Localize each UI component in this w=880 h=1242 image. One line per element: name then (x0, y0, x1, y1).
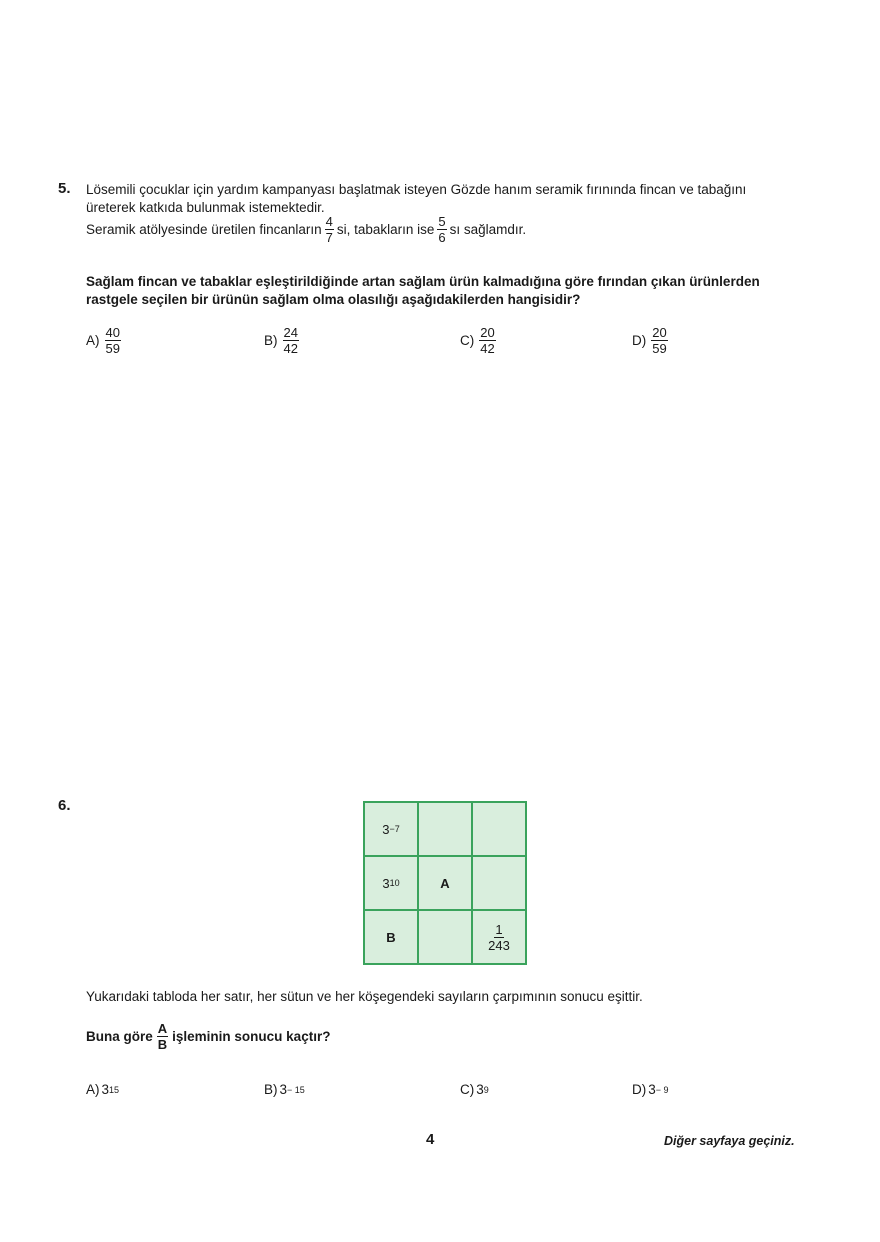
fraction-denominator: B (157, 1037, 168, 1052)
fraction-numerator: 24 (283, 325, 298, 340)
table-cell-r3c2 (418, 910, 472, 964)
question-5-line-3-part-b: si, tabakların ise (336, 221, 435, 237)
fraction-numerator: 20 (652, 325, 667, 340)
cell-base: 3 (382, 875, 390, 891)
cell-base: 3 (382, 821, 390, 837)
question-6-option-a[interactable]: A) 3 15 (86, 1082, 120, 1097)
page-number: 4 (426, 1131, 435, 1148)
fraction-denominator: 59 (105, 341, 120, 356)
question-6-prompt (86, 1022, 330, 1051)
option-fraction (283, 326, 299, 355)
option-label: C) (460, 1082, 475, 1097)
question-5-option-c[interactable] (460, 326, 499, 355)
next-page-note: Diğer sayfaya geçiniz. (664, 1134, 795, 1148)
question-5-option-a[interactable] (86, 326, 124, 355)
table-cell-r3c3 (472, 910, 526, 964)
option-label: A) (86, 333, 100, 348)
fraction-numerator: 5 (438, 214, 446, 229)
question-5-line-1: Lösemili çocuklar için yardım kampanyası başlatmak isteyen Gözde hanım seramik fırınında fincan ve tabağını (86, 182, 747, 197)
question-6-prompt-part-b: işleminin sonucu kaçtır? (172, 1028, 331, 1044)
question-5-option-b[interactable] (264, 326, 302, 355)
fraction-denominator: 6 (438, 230, 446, 245)
question-5-line-2: üreterek katkıda bulunmak istemektedir. (86, 200, 325, 215)
option-fraction (651, 326, 667, 355)
fraction-4-7 (325, 215, 334, 244)
table-cell-r1c2 (418, 802, 472, 856)
question-6-number: 6. (58, 797, 71, 814)
fraction-denominator: 243 (488, 937, 510, 953)
option-fraction (479, 326, 495, 355)
question-6-text: Yukarıdaki tabloda her satır, her sütun ve her köşegendeki sayıların çarpımının sonucu eşittir. (86, 989, 643, 1004)
question-5-prompt-line-2: rastgele seçilen bir ürünün sağlam olma olasılığı aşağıdakilerden hangisidir? (86, 292, 581, 307)
table-cell-r3c1: B (364, 910, 418, 964)
question-5-line-3-part-c: sı sağlamdır. (449, 221, 527, 237)
option-label: D) (632, 333, 647, 348)
fraction-denominator: 42 (480, 341, 495, 356)
fraction-denominator: 59 (652, 341, 667, 356)
fraction-denominator: 42 (283, 341, 298, 356)
fraction-numerator: 40 (105, 325, 120, 340)
option-label: A) (86, 1082, 100, 1097)
question-5-option-d[interactable] (632, 326, 671, 355)
option-base: 3 (476, 1082, 484, 1097)
fraction-denominator: 7 (325, 230, 333, 245)
fraction-numerator: A (157, 1021, 168, 1036)
option-label: C) (460, 333, 475, 348)
fraction-numerator: 4 (325, 214, 333, 229)
question-6-option-c[interactable]: C) 3 9 (460, 1082, 489, 1097)
table-cell-r1c1: 3 −7 (364, 802, 418, 856)
table-cell-r2c3 (472, 856, 526, 910)
table-cell-r1c3 (472, 802, 526, 856)
question-5-prompt-line-1: Sağlam fincan ve tabaklar eşleştirildiğinde artan sağlam ürün kalmadığına göre fırından çıkan ürünlerden (86, 274, 760, 289)
question-5-number: 5. (58, 180, 71, 197)
question-5-line-3 (86, 215, 526, 244)
magic-product-table (363, 801, 527, 965)
question-5-line-3-part-a: Seramik atölyesinde üretilen fincanların (86, 221, 322, 237)
table-cell-r2c2: A (418, 856, 472, 910)
option-base: 3 (648, 1082, 656, 1097)
fraction-numerator: 20 (480, 325, 495, 340)
question-6-option-d[interactable]: D) 3 − 9 (632, 1082, 669, 1097)
option-fraction (105, 326, 121, 355)
option-label: D) (632, 1082, 647, 1097)
option-label: B) (264, 333, 278, 348)
fraction-5-6 (437, 215, 446, 244)
question-6-prompt-part-a: Buna göre (86, 1028, 153, 1044)
cell-fraction (487, 923, 511, 952)
option-base: 3 (279, 1082, 288, 1097)
fraction-numerator: 1 (495, 921, 503, 937)
option-base: 3 (101, 1082, 110, 1097)
table-cell-r2c1: 3 10 (364, 856, 418, 910)
fraction-a-over-b (157, 1022, 168, 1051)
option-label: B) (264, 1082, 278, 1097)
question-6-option-b[interactable]: B) 3 − 15 (264, 1082, 305, 1097)
